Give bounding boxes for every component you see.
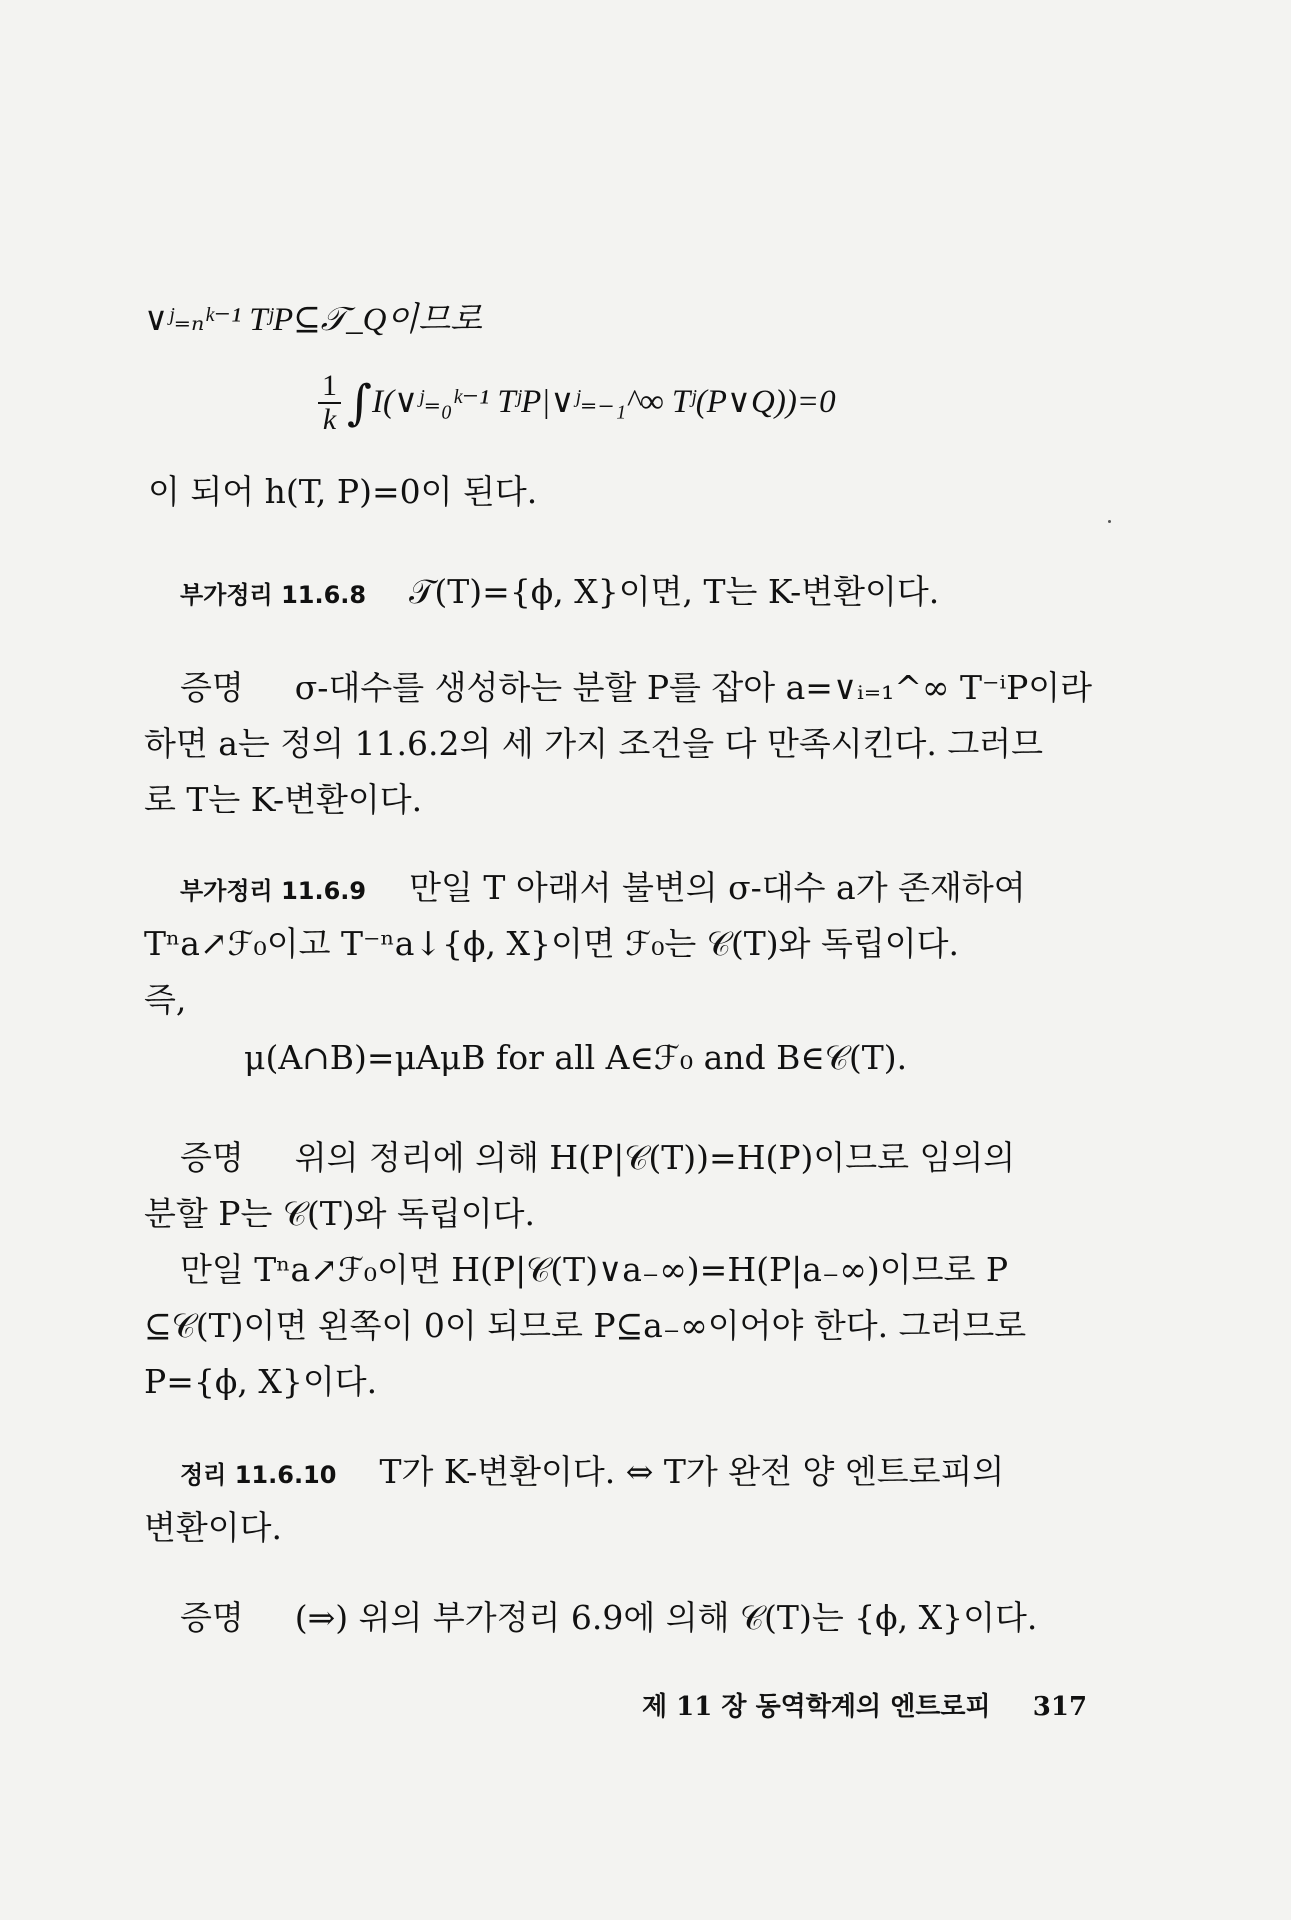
page-number: 317: [1032, 1692, 1088, 1722]
corollary-text: 𝒯(T)={ϕ, X}이면, T는 K-변환이다.: [409, 572, 940, 611]
display-formula: μ(A∩B)=μAμB for all A∈ℱ₀ and B∈𝒞(T).: [244, 1038, 908, 1077]
running-footer: [642, 1686, 1087, 1723]
text-line: ⊆𝒞(T)이면 왼쪽이 0이 되므로 P⊆a₋∞이어야 한다. 그러므로: [144, 1306, 1027, 1345]
text-line: ∨ʲ₌ₙᵏ⁻¹ TʲP⊆𝒯_Q이므로: [144, 302, 483, 338]
text-line: 만일 Tⁿa↗ℱ₀이면 H(P|𝒞(T)∨a₋∞)=H(P|a₋∞)이므로 P: [180, 1250, 1009, 1289]
proof-line: [180, 1136, 1015, 1180]
text-line: 이 되어 h(T, P)=0이 된다.: [148, 472, 538, 511]
text-line: 즉,: [144, 980, 187, 1019]
text-line: 분할 P는 𝒞(T)와 독립이다.: [144, 1194, 536, 1233]
text-line: P={ϕ, X}이다.: [144, 1362, 378, 1401]
proof-text: 위의 정리에 의해 H(P|𝒞(T))=H(P)이므로 임의의: [294, 1138, 1016, 1177]
theorem-label: 정리 11.6.10: [180, 1461, 337, 1489]
proof-label: 증명: [180, 1138, 244, 1177]
text-line: 하면 a는 정의 11.6.2의 세 가지 조건을 다 만족시킨다. 그러므: [144, 724, 1043, 763]
text-line: 변환이다.: [144, 1508, 283, 1547]
corollary-heading: [180, 570, 939, 617]
formula-expression: I(∨ʲ₌₀ᵏ⁻¹ TʲP|∨ʲ₌₋₁^∞ Tʲ(P∨Q))=0: [372, 384, 836, 420]
fraction-numerator: 1: [318, 370, 341, 404]
theorem-text: T가 K-변환이다. ⇔ T가 완전 양 엔트로피의: [379, 1452, 1005, 1491]
text-line: Tⁿa↗ℱ₀이고 T⁻ⁿa↓{ϕ, X}이면 ℱ₀는 𝒞(T)와 독립이다.: [144, 924, 959, 963]
integral-sign: ∫: [347, 375, 373, 431]
proof-label: 증명: [180, 1598, 244, 1637]
chapter-title: 제 11 장 동역학계의 엔트로피: [642, 1692, 991, 1722]
proof-line: [180, 1596, 1037, 1640]
theorem-line: [180, 1450, 1004, 1497]
display-formula: [318, 370, 836, 436]
proof-text: σ-대수를 생성하는 분할 P를 잡아 a=∨ᵢ₌₁^∞ T⁻ⁱP이라: [294, 668, 1093, 707]
corollary-line: [180, 866, 1026, 913]
corollary-label: 부가정리 11.6.8: [180, 581, 367, 609]
fraction-denominator: k: [322, 403, 337, 436]
corollary-label: 부가정리 11.6.9: [180, 877, 367, 905]
speck: [1108, 520, 1111, 523]
proof-label: 증명: [180, 668, 244, 707]
proof-text: (⇒) 위의 부가정리 6.9에 의해 𝒞(T)는 {ϕ, X}이다.: [294, 1598, 1038, 1637]
fraction: [318, 370, 341, 436]
proof-line: [180, 666, 1092, 710]
text-line: 로 T는 K-변환이다.: [144, 780, 423, 819]
corollary-text: 만일 T 아래서 불변의 σ-대수 a가 존재하여: [409, 868, 1026, 907]
